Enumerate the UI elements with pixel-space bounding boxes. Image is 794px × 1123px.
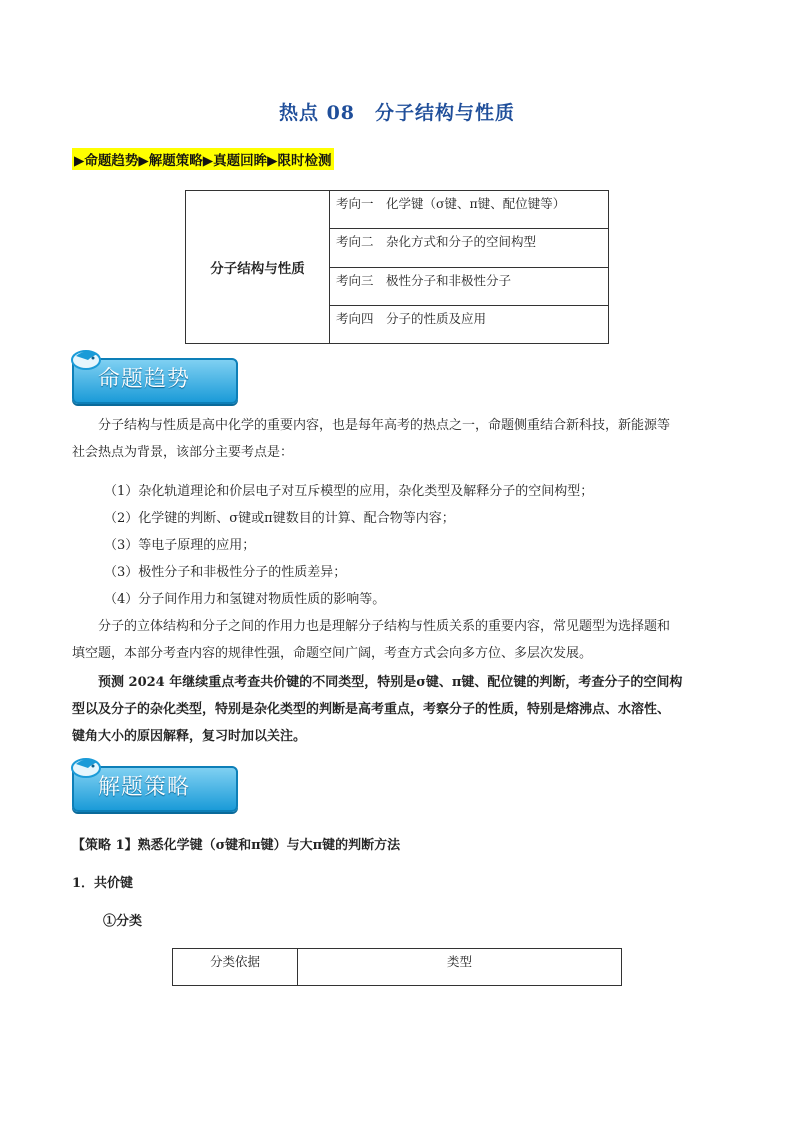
trend-point: （1）杂化轨道理论和价层电子对互斥模型的应用，杂化类型及解释分子的空间构型； (104, 484, 594, 499)
nav-item-test[interactable]: ▶限时检测 (267, 153, 332, 169)
section-heading: 1．共价键 (72, 876, 134, 891)
section-nav (72, 148, 334, 170)
strategy-banner (68, 754, 238, 814)
trend-para2-line2: 填空题，本部分考查内容的规律性强，命题空间广阔，考查方式会向多方位、多层次发展。 (72, 646, 593, 661)
topic-item: 考向三 极性分子和非极性分子 (330, 267, 609, 305)
topic-item: 考向四 分子的性质及应用 (330, 305, 609, 343)
trend-banner-label: 命题趋势 (98, 367, 191, 392)
trend-point: （2）化学键的判断、σ键或π键数目的计算、配合物等内容； (104, 511, 455, 526)
topic-item: 考向二 杂化方式和分子的空间构型 (330, 229, 609, 267)
prediction-line2: 型以及分子的杂化类型，特别是杂化类型的判断是高考重点，考察分子的性质，特别是熔沸点、水溶性、 (72, 702, 671, 717)
trend-intro (72, 412, 722, 439)
prediction-line1: 预测 2024 年继续重点考查共价键的不同类型，特别是σ键、π键、配位键的判断，考查分子的空间构 (98, 675, 683, 690)
strategy-banner-label: 解题策略 (98, 775, 191, 800)
trend-para2-line1: 分子的立体结构和分子之间的作用力也是理解分子结构与性质关系的重要内容，常见题型为选择题和 (98, 619, 671, 634)
nav-item-strategy[interactable]: ▶解题策略 (138, 153, 203, 169)
nav-item-trend[interactable]: ▶命题趋势 (74, 153, 139, 169)
topic-item: 考向一 化学键（σ键、π键、配位键等） (330, 191, 609, 229)
strategy-heading: 【策略 1】熟悉化学键（σ键和π键）与大π键的判断方法 (72, 838, 401, 853)
trend-point: （3）等电子原理的应用； (104, 538, 256, 553)
trend-point: （3）极性分子和非极性分子的性质差异； (104, 565, 347, 580)
trend-intro-cont: 社会热点为背景，该部分主要考点是： (72, 445, 294, 460)
page-title: 热点 08 分子结构与性质 (278, 102, 516, 124)
table-header-type: 类型 (298, 949, 622, 986)
nav-item-review[interactable]: ▶真题回眸 (202, 153, 268, 169)
topic-main-cell: 分子结构与性质 (186, 191, 330, 344)
table-header-basis: 分类依据 (173, 949, 298, 986)
classification-table (172, 948, 622, 986)
subsection-heading: ①分类 (103, 914, 143, 929)
trend-point: （4）分子间作用力和氢键对物质性质的影响等。 (104, 592, 386, 607)
topic-table (185, 190, 609, 344)
trend-banner (68, 346, 238, 406)
prediction-line3: 键角大小的原因解释，复习时加以关注。 (72, 729, 307, 744)
trend-intro-line: 分子结构与性质是高中化学的重要内容，也是每年高考的热点之一，命题侧重结合新科技，新能源等 (98, 418, 671, 433)
